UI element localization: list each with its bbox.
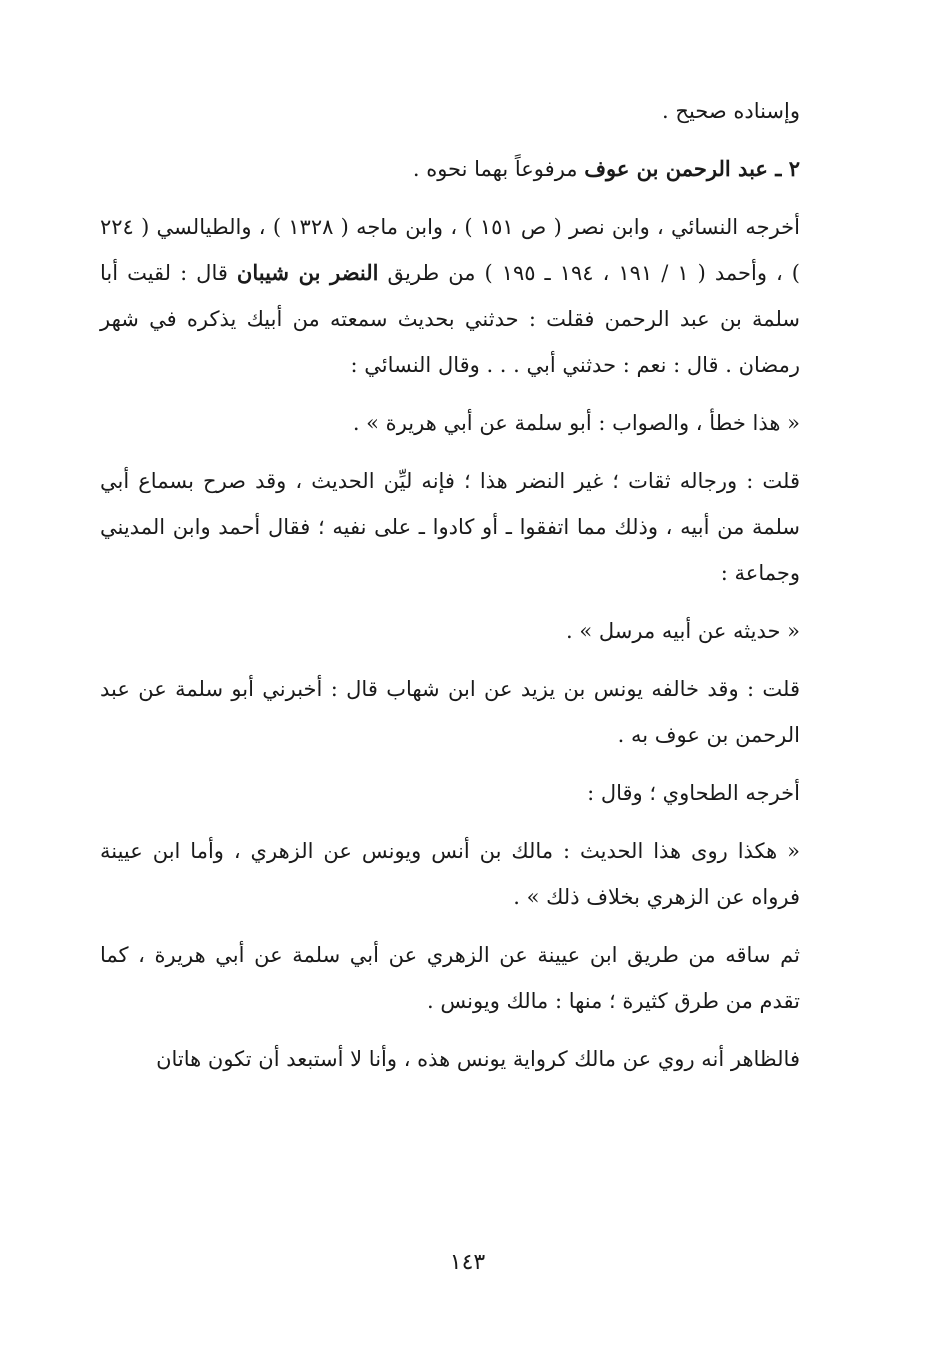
page-number: ١٤٣	[449, 1250, 486, 1275]
text-segment: قلت : وقد خالفه يونس بن يزيد عن ابن شهاب قال : أخبرني أبو سلمة عن عبد الرحمن بن عوف به .	[100, 677, 800, 747]
page-body	[100, 88, 840, 1082]
paragraph-8	[100, 770, 840, 816]
paragraph-3	[100, 204, 840, 388]
paragraph-5	[100, 458, 840, 596]
text-segment: وإسناده صحيح .	[662, 99, 800, 123]
text-segment: قال : لقيت أبا سلمة بن عبد الرحمن فقلت : حدثني بحديث سمعته من أبيك يذكره في شهر رمضان . قال : نعم : حدثني أبي . . . وقال النسائي :	[100, 261, 800, 377]
text-segment: مرفوعاً بهما نحوه .	[412, 157, 585, 181]
quote-segment: « هكذا روى هذا الحديث : مالك بن أنس ويونس عن الزهري ، وأما ابن عيينة فرواه عن الزهري بخلاف ذلك » .	[100, 839, 800, 909]
text-segment: أخرجه الطحاوي ؛ وقال :	[587, 781, 800, 805]
paragraph-4	[100, 400, 840, 446]
bold-segment: النضر بن شيبان	[236, 260, 379, 285]
paragraph-1	[100, 88, 840, 134]
heading-narrator: ٢ ـ عبد الرحمن بن عوف	[584, 156, 800, 181]
text-segment: أخرجه النسائي ، وابن نصر ( ص ١٥١ ) ، وابن ماجه ( ١٣٢٨ ) ، والطيالسي ( ٢٢٤ ) ، وأحمد ( ١ / ١٩١ ، ١٩٤ ـ ١٩٥ ) من طريق	[100, 215, 800, 285]
paragraph-9	[100, 828, 840, 920]
quote-segment: « حديثه عن أبيه مرسل » .	[566, 619, 800, 643]
text-segment: قلت : ورجاله ثقات ؛ غير النضر هذا ؛ فإنه ليِّن الحديث ، وقد صرح بسماع أبي سلمة من أبيه ، وذلك مما اتفقوا ـ أو كادوا ـ على نفيه ؛ فقال أحمد وابن المديني وجماعة :	[100, 469, 800, 585]
paragraph-7	[100, 666, 840, 758]
paragraph-2	[100, 146, 840, 192]
text-segment: فالظاهر أنه روي عن مالك كرواية يونس هذه ، وأنا لا أستبعد أن تكون هاتان	[156, 1047, 800, 1071]
text-segment: ثم ساقه من طريق ابن عيينة عن الزهري عن أبي سلمة عن أبي هريرة ، كما تقدم من طرق كثيرة ؛ منها : مالك ويونس .	[100, 943, 800, 1013]
quote-segment: « هذا خطأ ، والصواب : أبو سلمة عن أبي هريرة » .	[352, 411, 800, 435]
paragraph-11	[100, 1036, 840, 1082]
paragraph-6	[100, 608, 840, 654]
paragraph-10	[100, 932, 840, 1024]
